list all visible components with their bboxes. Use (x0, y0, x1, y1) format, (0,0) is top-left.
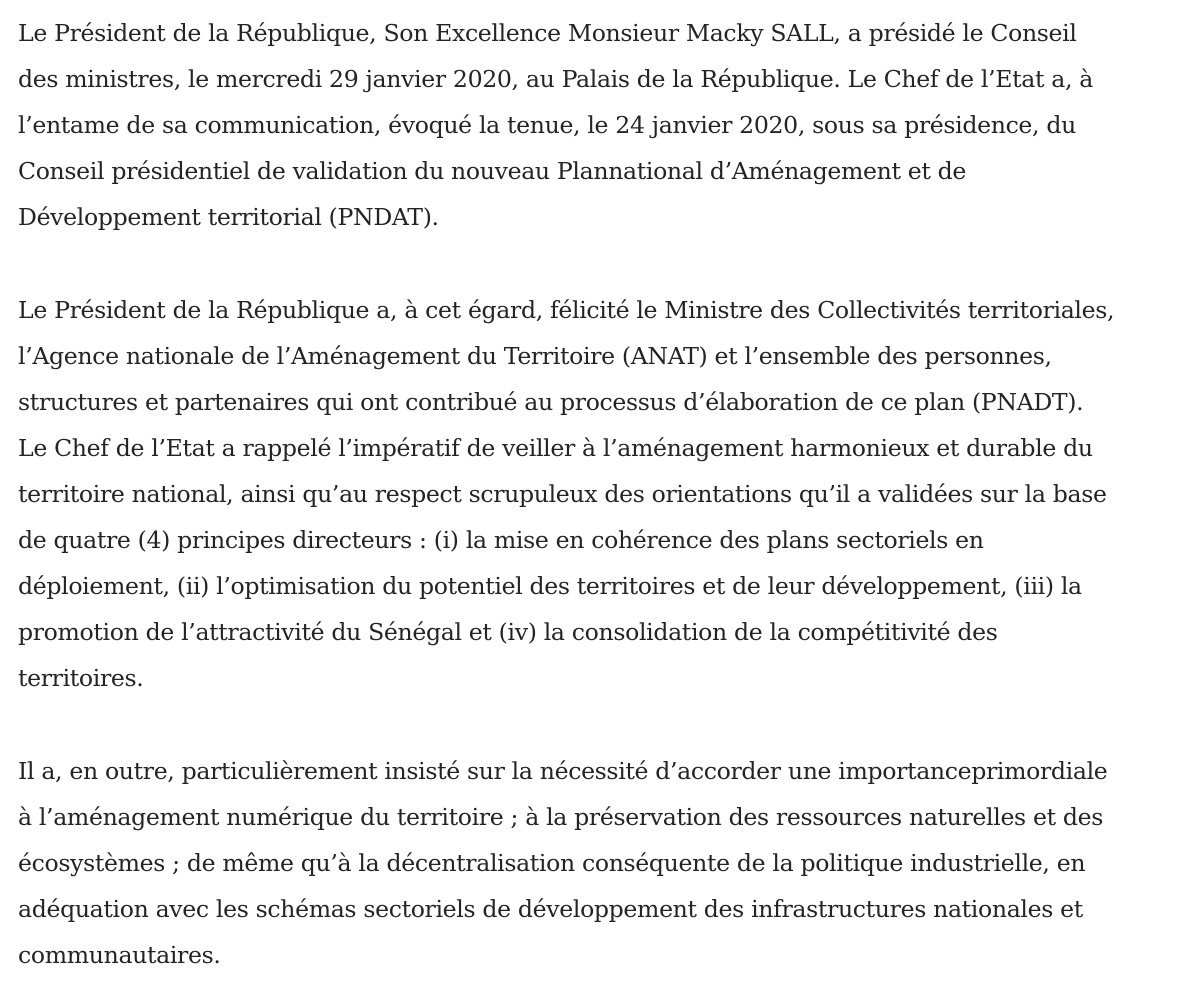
paragraph-line: territoires. (18, 664, 144, 693)
paragraph-line: communautaires. (18, 940, 221, 969)
paragraph-line: promotion de l’attractivité du Sénégal et (iv) la consolidation de la compétitivité des (18, 618, 998, 647)
paragraph-line: Développement territorial (PNDAT). (18, 203, 439, 232)
paragraph-3 (18, 748, 1188, 978)
paragraph-line: l’entame de sa communication, évoqué la tenue, le 24 janvier 2020, sous sa présidence, du (18, 111, 1076, 140)
paragraph-line: structures et partenaires qui ont contribué au processus d’élaboration de ce plan (PNADT). (18, 387, 1084, 416)
paragraph-1 (18, 10, 1188, 240)
article-body (18, 10, 1188, 978)
paragraph-line: Le Président de la République a, à cet égard, félicité le Ministre des Collectivités territoriales, (18, 295, 1115, 324)
paragraph-line: des ministres, le mercredi 29 janvier 2020, au Palais de la République. Le Chef de l’Etat a, à (18, 65, 1093, 94)
paragraph-line: de quatre (4) principes directeurs : (i) la mise en cohérence des plans sectoriels en (18, 526, 984, 555)
paragraph-line: Le Chef de l’Etat a rappelé l’impératif de veiller à l’aménagement harmonieux et durable du (18, 433, 1093, 462)
paragraph-line: Il a, en outre, particulièrement insisté sur la nécessité d’accorder une importanceprimordiale (18, 756, 1108, 785)
paragraph-line: Le Président de la République, Son Excellence Monsieur Macky SALL, a présidé le Conseil (18, 19, 1077, 47)
paragraph-line: territoire national, ainsi qu’au respect scrupuleux des orientations qu’il a validées sur la base (18, 479, 1107, 508)
paragraph-line: Conseil présidentiel de validation du nouveau Plannational d’Aménagement et de (18, 157, 967, 186)
paragraph-line: à l’aménagement numérique du territoire ; à la préservation des ressources naturelles et des (18, 802, 1103, 831)
paragraph-2 (18, 287, 1188, 702)
paragraph-line: adéquation avec les schémas sectoriels de développement des infrastructures nationales et (18, 894, 1083, 923)
paragraph-line: l’Agence nationale de l’Aménagement du Territoire (ANAT) et l’ensemble des personnes, (18, 341, 1052, 370)
paragraph-line: écosystèmes ; de même qu’à la décentralisation conséquente de la politique industrielle, en (18, 848, 1086, 877)
paragraph-line: déploiement, (ii) l’optimisation du potentiel des territoires et de leur développement, (iii) la (18, 572, 1082, 601)
